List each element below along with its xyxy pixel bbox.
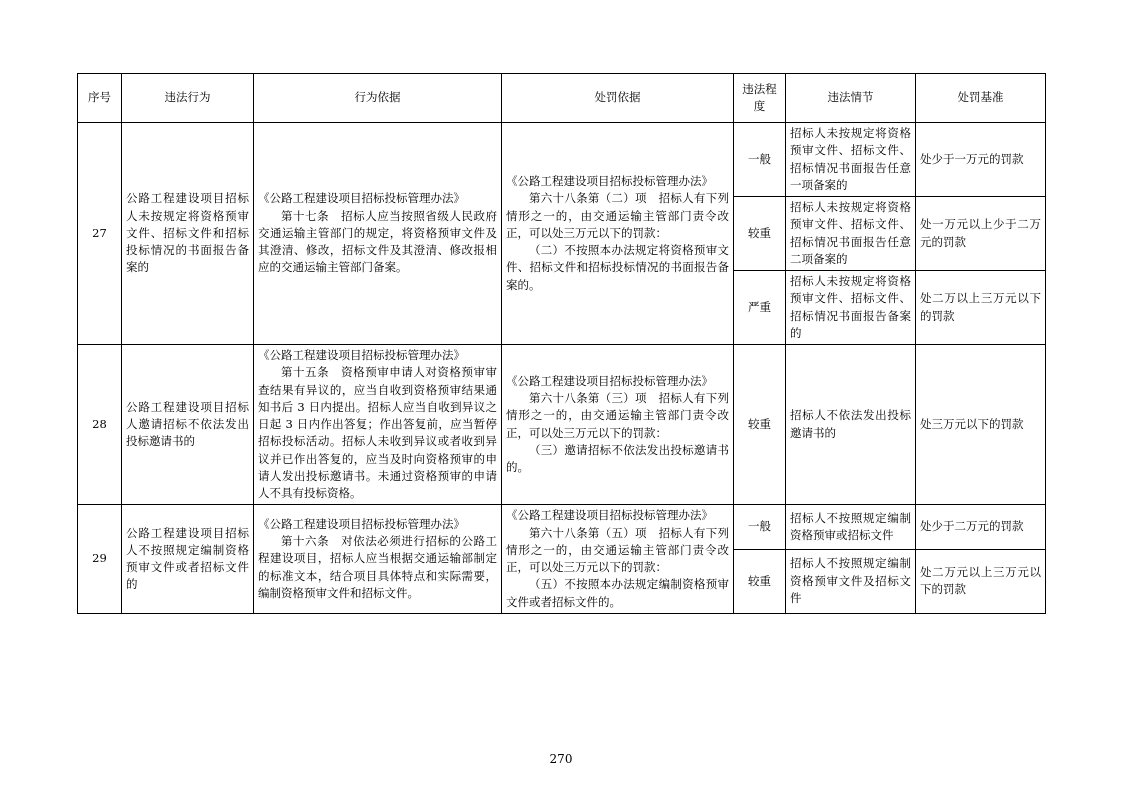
table-row [78,505,1046,550]
row-circumstance: 招标人未按规定将资格预审文件、招标文件、招标情况书面报告任意二项备案的 [786,197,916,271]
header-seq: 序号 [78,74,122,123]
row-circumstance: 招标人未按规定将资格预审文件、招标文件、招标情况书面报告任意一项备案的 [786,123,916,197]
row-degree: 严重 [734,271,786,345]
header-act-basis: 行为依据 [254,74,502,123]
row-seq: 28 [78,345,122,505]
row-degree: 一般 [734,123,786,197]
header-violation-act: 违法行为 [122,74,254,123]
row-penalty-basis [502,123,734,345]
act-basis-body: 第十五条 资格预审申请人对资格预审审查结果有异议的，应当自收到资格预审结果通知书后 3 日内提出。招标人应当自收到异议之日起 3 日内作出答复；作出答复前，应当暂停招标投标活动。招标人未收到异议或者收到异议并已作出答复的，应当及时向资格预审的申请人发出投标邀请书。未通过资格预审的申请人不具有投标资格。 [258,365,497,500]
row-circumstance: 招标人未按规定将资格预审文件、招标文件、招标情况书面报告备案的 [786,271,916,345]
row-circumstance: 招标人不按照规定编制资格预审或招标文件 [786,505,916,550]
act-basis-body: 第十七条 招标人应当按照省级人民政府交通运输主管部门的规定，将资格预审文件及其澄清、修改，招标文件及其澄清、修改报相应的交通运输主管部门备案。 [258,208,497,275]
row-act-basis [254,345,502,505]
row-degree: 较重 [734,549,786,613]
table-row [78,345,1046,505]
act-basis-title: 《公路工程建设项目招标投标管理办法》 [258,516,465,531]
row-standard: 处少于一万元的罚款 [916,123,1046,197]
row-standard: 处少于二万元的罚款 [916,505,1046,550]
row-standard: 处二万以上三万元以下的罚款 [916,271,1046,345]
row-seq: 27 [78,123,122,345]
header-penalty-basis: 处罚依据 [502,74,734,123]
page-number: 270 [549,752,573,766]
table-row [78,123,1046,197]
row-violation-act: 公路工程建设项目招标人未按规定将资格预审文件、招标文件和招标投标情况的书面报告备案的 [122,123,254,345]
penalty-basis-body-2: （五）不按照本办法规定编制资格预审文件或者招标文件的。 [506,577,729,609]
row-standard: 处二万元以上三万元以下的罚款 [916,549,1046,613]
act-basis-body: 第十六条 对依法必须进行招标的公路工程建设项目，招标人应当根据交通运输部制定的标准文本，结合项目具体特点和实际需要，编制资格预审文件和招标文件。 [258,534,497,600]
row-degree: 较重 [734,345,786,505]
row-penalty-basis [502,505,734,614]
penalty-basis-body-1: 第六十八条第（三）项 招标人有下列情形之一的，由交通运输主管部门责令改正，可以处三万元以下的罚款： [506,391,729,440]
act-basis-title: 《公路工程建设项目招标投标管理办法》 [258,191,465,206]
row-violation-act: 公路工程建设项目招标人不按照规定编制资格预审文件或者招标文件的 [122,505,254,614]
penalty-basis-body-1: 第六十八条第（二）项 招标人有下列情形之一的，由交通运输主管部门责令改正，可以处三万元以下的罚款： [506,191,729,240]
act-basis-title: 《公路工程建设项目招标投标管理办法》 [258,348,465,362]
penalty-basis-body-2: （二）不按照本办法规定将资格预审文件、招标文件和招标投标情况的书面报告备案的。 [506,243,729,292]
row-penalty-basis [502,345,734,505]
penalty-basis-title: 《公路工程建设项目招标投标管理办法》 [506,508,713,523]
penalty-basis-title: 《公路工程建设项目招标投标管理办法》 [506,373,713,388]
row-standard: 处三万元以下的罚款 [916,345,1046,505]
penalty-standards-table [77,73,1046,614]
penalty-basis-body-1: 第六十八条第（五）项 招标人有下列情形之一的，由交通运输主管部门责令改正，可以处三万元以下的罚款： [506,525,729,574]
penalty-basis-title: 《公路工程建设项目招标投标管理办法》 [506,174,713,189]
header-violation-degree: 违法程度 [734,74,786,123]
row-violation-act: 公路工程建设项目招标人邀请招标不依法发出投标邀请书的 [122,345,254,505]
row-circumstance: 招标人不依法发出投标邀请书的 [786,345,916,505]
table-header-row [78,74,1046,123]
header-violation-circumstance: 违法情节 [786,74,916,123]
row-circumstance: 招标人不按照规定编制资格预审文件及招标文件 [786,549,916,613]
penalty-basis-body-2: （三）邀请招标不依法发出投标邀请书的。 [506,442,729,475]
row-degree: 较重 [734,197,786,271]
row-standard: 处一万元以上少于二万元的罚款 [916,197,1046,271]
row-degree: 一般 [734,505,786,550]
header-penalty-standard: 处罚基准 [916,74,1046,123]
row-act-basis [254,505,502,614]
row-seq: 29 [78,505,122,614]
row-act-basis [254,123,502,345]
